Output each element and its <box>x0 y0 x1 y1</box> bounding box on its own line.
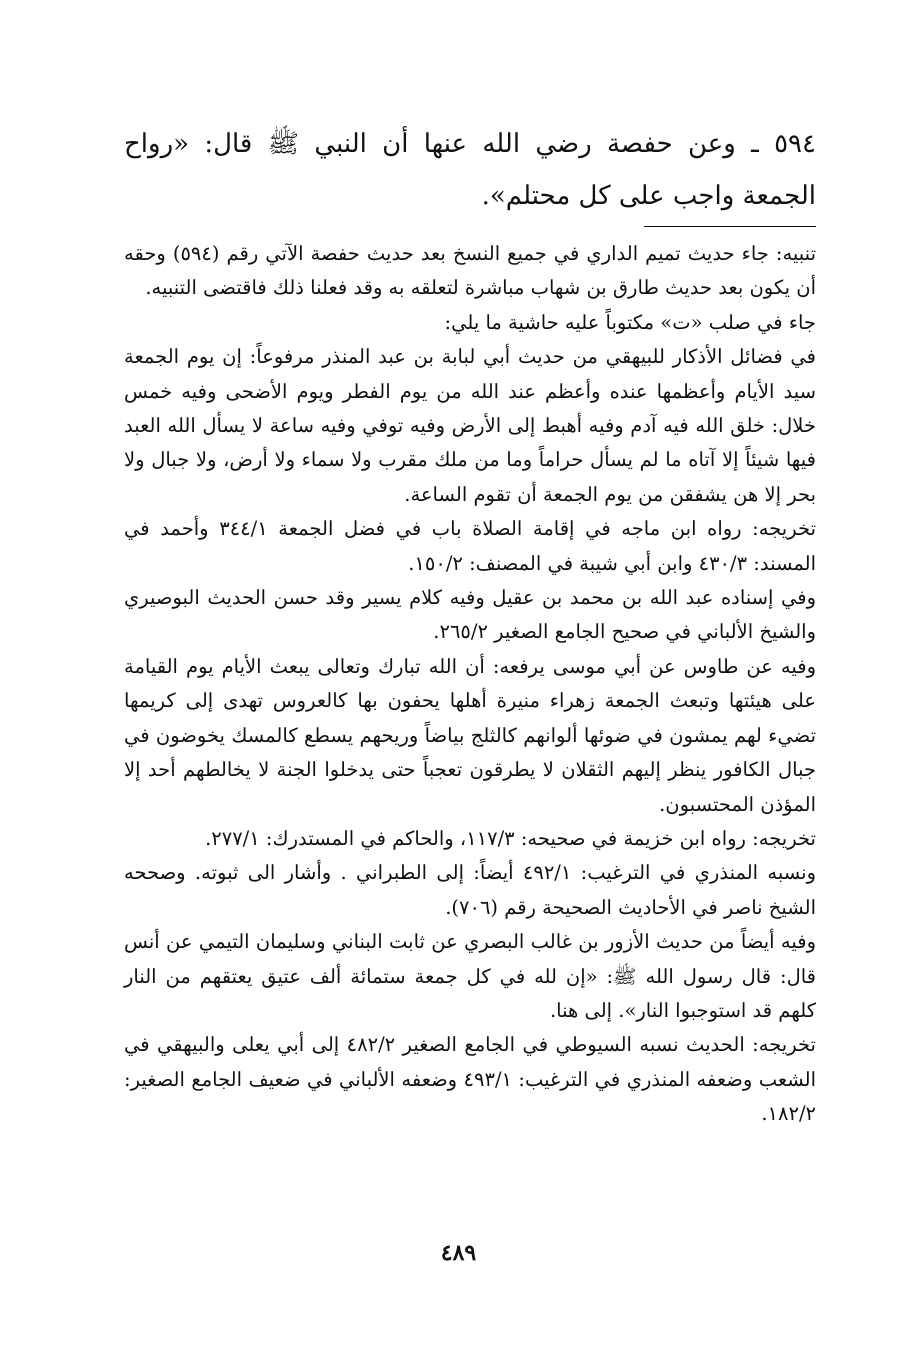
note-takhrij-1: تخريجه: رواه ابن ماجه في إقامة الصلاة باب في فضل الجمعة ٣٤٤/١ وأحمد في المسند: ٤٣٠/٣ وابن أبي شيبة في المصنف: ١٥٠/٢. <box>124 517 816 575</box>
note-hashiya-intro: جاء في صلب «ت» مكتوباً عليه حاشية ما يلي: <box>444 310 816 334</box>
main-hadith-text: ٥٩٤ ـ وعن حفصة رضي الله عنها أن النبي ﷺ قال: «رواح الجمعة واجب على كل محتلم». <box>124 129 816 211</box>
note-takhrij-3: تخريجه: الحديث نسبه السيوطي في الجامع الصغير ٤٨٢/٢ إلى أبي يعلى والبيهقي في الشعب وضعفه المنذري في الترغيب: ٤٩٣/١ وضعفه الألباني في ضعيف الجامع الصغير: ١٨٢/٢. <box>124 1033 817 1126</box>
note-azwar: وفيه أيضاً من حديث الأزور بن غالب البصري عن ثابت البناني وسليمان التيمي عن أنس قال: قال رسول الله ﷺ: «إن لله في كل جمعة ستمائة ألف عتيق يعتقهم من النار كلهم قد استوجبوا النار». إلى هنا. <box>124 930 816 1022</box>
note-mundhiri: ونسبه المنذري في الترغيب: ٤٩٢/١ أيضاً: إلى الطبراني . وأشار الى ثبوته. وصححه الشيخ ناصر في الأحاديث الصحيحة رقم (٧٠٦). <box>124 861 816 919</box>
footnotes <box>124 237 816 1132</box>
page-number: ٤٨٩ <box>440 1240 477 1266</box>
note-tawus: وفيه عن طاوس عن أبي موسى يرفعه: أن الله تبارك وتعالى يبعث الأيام يوم القيامة على هيئتها وتبعث الجمعة زهراء منيرة أهلها يحفون بها كالعروس تهدى إلى كريمها تضيء لهم يمشون في ضوئها ألوانهم كالثلج بياضاً وريحهم يسطع كالمسك يخوضون في جبال الكافور ينظر إليهم الثقلان لا يطرقون تعجباً حتى يدخلوا الجنة لا يخالطهم أحد إلا المؤذن المحتسبون. <box>124 654 816 816</box>
note-isnad: وفي إسناده عبد الله بن محمد بن عقيل وفيه كلام يسير وقد حسن الحديث البوصيري والشيخ الألباني في صحيح الجامع الصغير ٢٦٥/٢. <box>124 586 816 644</box>
footnote-divider <box>644 226 816 227</box>
page-body <box>124 118 816 1132</box>
note-takhrij-2: تخريجه: رواه ابن خزيمة في صحيحه: ١١٧/٣، والحاكم في المستدرك: ٢٧٧/١. <box>205 826 816 850</box>
note-fadail: في فضائل الأذكار للبيهقي من حديث أبي لبابة بن عبد المنذر مرفوعاً: إن يوم الجمعة سيد الأيام وأعظمها عنده وأعظم عند الله من يوم الفطر ويوم الأضحى وفيه خمس خلال: خلق الله فيه آدم وفيه أهبط إلى الأرض وفيه توفي وفيه ساعة لا يسأل الله العبد فيها شيئاً إلا آتاه ما لم يسأل حراماً وما من ملك مقرب ولا سماء ولا أرض، ولا جبال ولا بحر إلا هن يشفقن من يوم الجمعة أن تقوم الساعة. <box>124 345 816 506</box>
note-tanbih: تنبيه: جاء حديث تميم الداري في جميع النسخ بعد حديث حفصة الآتي رقم (٥٩٤) وحقه أن يكون بعد حديث طارق بن شهاب مباشرة لتعلقه به وقد فعلنا ذلك فاقتضى التنبيه. <box>124 242 816 300</box>
